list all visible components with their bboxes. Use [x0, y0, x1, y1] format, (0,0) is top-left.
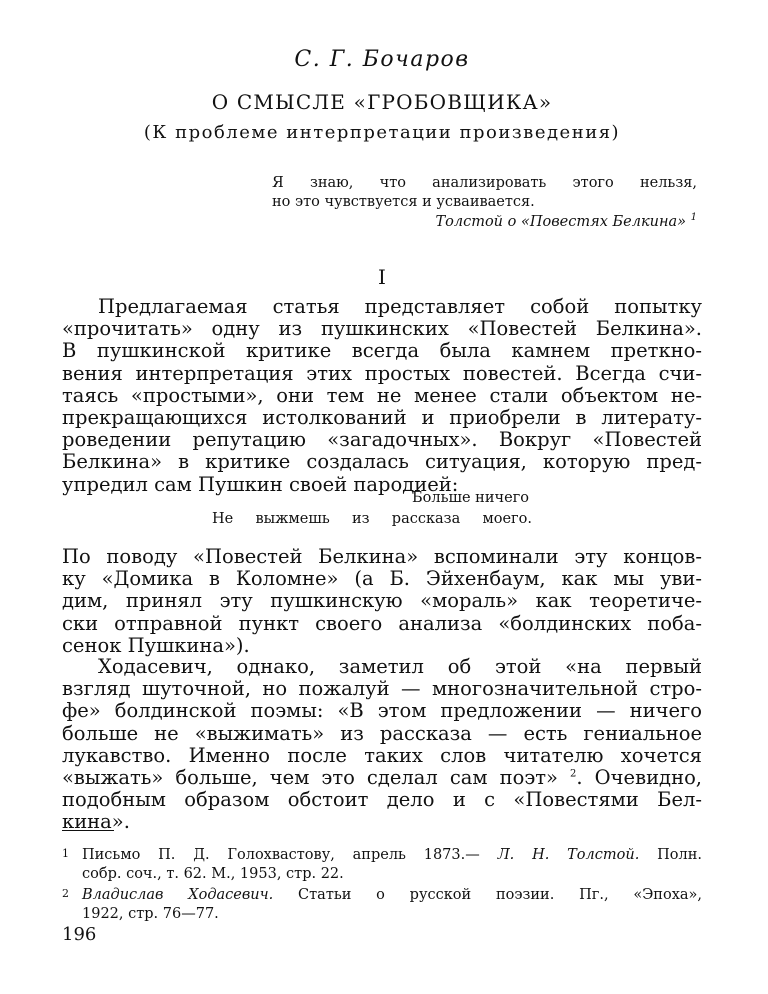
text-line: взгляд шуточной, но пожалуй — многозначительной стро- — [62, 677, 702, 701]
verse-quote — [212, 488, 532, 530]
epigraph-line: но это чувствуется и усваивается. — [272, 194, 535, 210]
text-line: таясь «простыми», они тем не менее стали объектом не- — [62, 383, 702, 407]
text-line — [62, 767, 702, 789]
footnote-ref: 1 — [690, 212, 697, 224]
epigraph — [272, 174, 697, 232]
text-line: «прочитать» одну из пушкинских «Повестей Белкина». — [62, 317, 702, 341]
text-line: дим, принял эту пушкинскую «мораль» как теоретиче- — [62, 589, 702, 613]
verse-line: Больше ничего — [412, 490, 529, 506]
text-line: сенок Пушкина»). — [62, 633, 250, 657]
footnote-text: Полн. — [639, 847, 702, 863]
footnote-line — [62, 884, 702, 905]
text-line: роведении репутацию «загадочных». Вокруг «Повестей — [62, 428, 702, 452]
text-line: подобным образом обстоит дело и с «Повестями Бел- — [62, 788, 702, 812]
text-line: кина». — [62, 810, 130, 834]
footnote-line: собр. соч., т. 62. М., 1953, стр. 22. — [82, 866, 344, 882]
article-title: О СМЫСЛЕ «ГРОБОВЩИКА» — [211, 90, 553, 114]
footnote-line — [62, 844, 702, 865]
text-line: лукавство. Именно после таких слов читателю хочется — [62, 743, 702, 767]
footnote-1 — [62, 844, 702, 884]
text-line: Белкина» в критике создалась ситуация, которую пред- — [62, 450, 702, 474]
epigraph-source-text: Толстой о «Повестях Белкина» — [435, 214, 687, 230]
author-name: С. Г. Бочаров — [294, 47, 470, 72]
text-line: Ходасевич, однако, заметил об этой «на первый — [98, 655, 702, 678]
text-line: упредил сам Пушкин своей пародией: — [62, 472, 459, 496]
text-line: фе» болдинской поэмы: «В этом предложении — ничего — [62, 699, 702, 723]
text-segment: . Очевидно, — [576, 766, 703, 790]
text-line: больше не «выжимать» из рассказа — есть гениальное — [62, 721, 702, 745]
text-line: ку «Домика в Коломне» (а Б. Эйхенбаум, как мы уви- — [62, 567, 702, 591]
paragraph-3 — [62, 656, 702, 834]
footnote-2 — [62, 884, 702, 924]
paragraph-1 — [62, 296, 702, 496]
paragraph-2 — [62, 546, 702, 657]
footnote-line: 1922, стр. 76—77. — [82, 906, 219, 922]
footnotes — [62, 844, 702, 924]
epigraph-line: Я знаю, что анализировать этого нельзя, — [272, 175, 697, 191]
text-line: ски отправной пункт своего анализа «болдинских поба- — [62, 611, 702, 635]
footnote-number: 2 — [62, 887, 69, 900]
footnote-author: Л. Н. Толстой. — [497, 847, 640, 863]
footnote-text: Статьи о русской поэзии. Пг., «Эпоха», — [273, 887, 702, 903]
text-line: По поводу «Повестей Белкина» вспоминали эту концов- — [62, 545, 702, 568]
footnote-number: 1 — [62, 847, 69, 860]
page — [62, 0, 702, 994]
text-segment: «выжать» больше, чем это сделал сам поэт» — [62, 766, 558, 790]
footnote-author: Владислав Ходасевич. — [82, 887, 274, 903]
article-subtitle: (К проблеме интерпретации произведения) — [143, 122, 621, 143]
text-line: вения интерпретация этих простых повестей. Всегда счи- — [62, 361, 702, 385]
text-line: прекращающихся истолкований и приобрели в литерату- — [62, 406, 702, 430]
footnote-divider — [62, 830, 114, 831]
text-line: В пушкинской критике всегда была камнем преткно- — [62, 339, 702, 363]
text-line: Предлагаемая статья представляет собой попытку — [98, 295, 702, 318]
page-number: 196 — [62, 924, 97, 945]
footnote-text: Письмо П. Д. Голохвастову, апрель 1873.— — [82, 847, 498, 863]
section-number: I — [378, 265, 386, 289]
verse-line: Не выжмешь из рассказа моего. — [212, 511, 532, 527]
epigraph-source — [272, 213, 697, 232]
footnote-ref: 2 — [570, 768, 577, 780]
